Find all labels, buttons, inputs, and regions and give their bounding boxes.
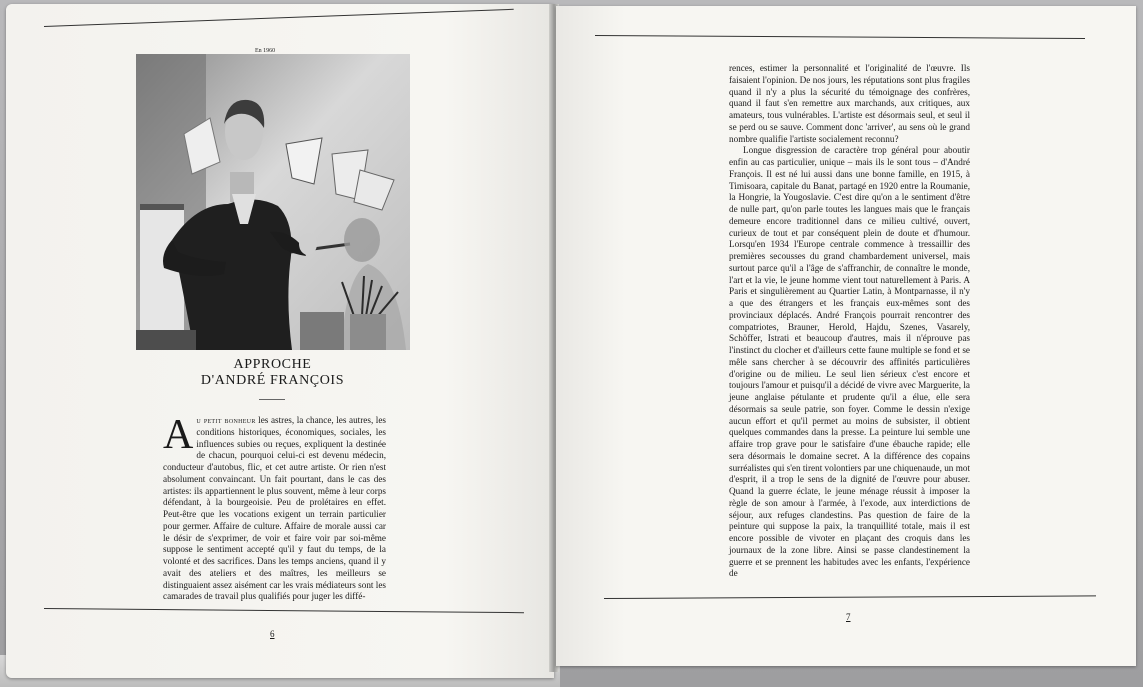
left-body-text: les astres, la chance, les autres, les conditions historiques, économiques, sociales, les influences subies ou reçues, expliquent la destinée de chacun, pourquoi celui-ci est devenu médecin, conducteur d'autobus, flic, et cet autre artiste. Or rien n'est absolument convaincant. Un fait pourtant, dans le cas des artistes: ils appartiennent le plus souvent, même à leur corps défendant, à la bourgeoisie. Peu de prolétaires en effet. Peut-être que les vocations exigent un terrain particulier pour germer. Affaire de culture. Affaire de morale aussi car le désir de s'exprimer, de voir et faire voir par soi-même suppose le sentiment accepté qu'il y faut du temps, de la volonté et des sacrifices. Dans les temps anciens, quand il y avait des ateliers et des maîtres, les meilleurs se distinguaient assez aisément car les vrais médiateurs sont les camarades de travail plus qualifiés pour juger les diffé- [163, 415, 386, 602]
right-paragraph-1: rences, estimer la personnalité et l'originalité de l'œuvre. Ils faisaient l'opinion. De nos jours, les réputations sont plus fragiles quand il n'y a plus la sécurité du témoignage des confrères, quand il faut s'en remettre aux marchands, aux critiques, aux amateurs, tous vulnérables. L'artiste est désormais seul, et seul il se perd ou se sauve. Comment donc 'arriver', au sens où le grand nombre qualifie l'artiste socialement reconnu? [729, 63, 970, 144]
page-number-left: 6 [270, 629, 275, 639]
right-paragraph-2: Longue disgression de caractère trop général pour aboutir enfin au cas particulier, unique – mais ils le sont tous – d'André François. Il est né lui aussi dans une bonne famille, en 1915, à Timisoara, capitale du Banat, partagé en 1920 entre la Roumanie, la Hongrie, la Yougoslavie. C'est dire qu'on a le sentiment d'être de nulle part, qu'on parle toutes les langues mais que le français demeure encore traditionnel dans ce milieu cultivé, ouvert, curieux de tout et par conséquent plein de doute et d'humour. Lorsqu'en 1934 l'Europe centrale commence à tressaillir des premières secousses du grand chambardement universel, mais surtout parce qu'il a l'âge de s'affranchir, de connaître le monde, l'art et la vie, le jeune homme vient tout naturellement à Paris. A Paris et singulièrement au Quartier Latin, à Montparnasse, il n'y a que des étrangers et les français eux-mêmes sont des provinciaux déplacés. André François pourrait rencontrer des compatriotes, Brauner, Herold, Hajdu, Szenes, Vasarely, Schöffer, Istrati et beaucoup d'autres, mais il n'éprouve pas l'instinct du clocher et d'ailleurs cette faune multiple se fond et se mêle sans chercher à se découvrir des affinités particulières d'origine ou de milieu. Le seul lien sérieux c'est encore et toujours l'amour et puisqu'il a décidé de vivre avec Marguerite, la jeune anglaise pétulante et prudente qu'il a élue, elle sera désormais sa seule patrie, son foyer. Comme le dessin n'exige aucun effort et qu'il permet au moins de subsister, il obtient quelques commandes dans la presse. La peinture lui semble une affaire trop grave pour le satisfaire d'une ébauche rapide; elle sera désormais le domaine secret. A la différence des copains surréalistes qui s'en tirent volontiers par une chiquenaude, un mot d'esprit, il a trop le sens de la dignité de l'œuvre pour abuser. Quand la guerre éclate, le jeune ménage réussit à imposer la règle de son amour à l'armée, à l'exode, aux interdictions de séjour, aux refuges clandestins. Pas question de faire de la peinture qui suppose la paix, la tranquillité totale, mais il est encore possible de vivoter en plaçant des croquis dans les journaux de la zone libre. Ainsi se passe clandestinement la guerre et se prennent les habitudes avec les enfants, l'expérience de [729, 145, 970, 579]
photo-caption: En 1960 [255, 48, 276, 54]
title-divider [259, 399, 285, 400]
portrait-photo [136, 54, 410, 350]
drop-cap: A [163, 412, 194, 458]
chapter-title-line1: APPROCHE [233, 357, 312, 372]
left-body-column [163, 412, 386, 603]
chapter-title-line2: D'ANDRÉ FRANÇOIS [200, 373, 345, 388]
portrait-illustration [136, 54, 410, 350]
page-number-right: 7 [846, 612, 851, 622]
chapter-title [170, 357, 375, 389]
lead-in-text: u petit bonheur [196, 415, 256, 425]
right-body-column [729, 63, 970, 580]
opening-paragraph [163, 412, 386, 603]
